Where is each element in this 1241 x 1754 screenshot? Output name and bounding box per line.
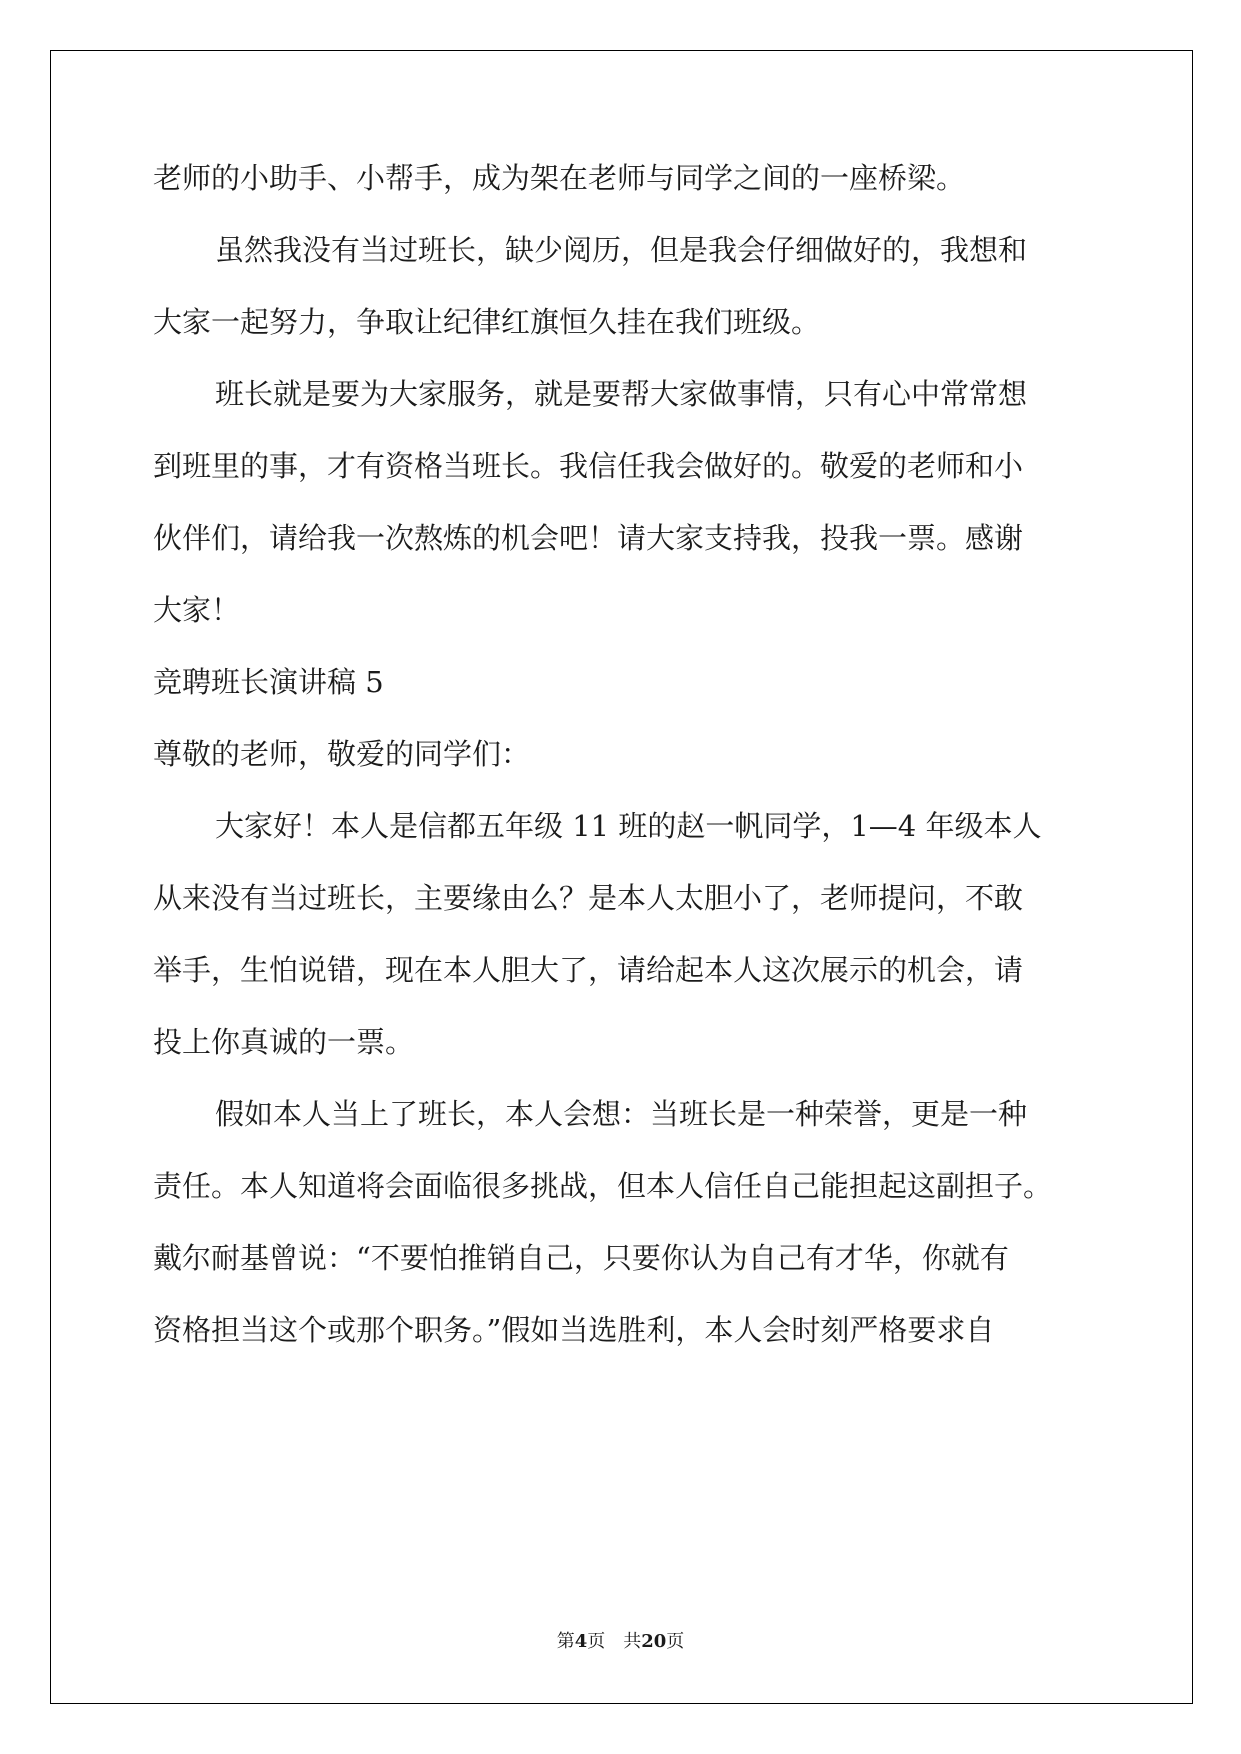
footer-prefix: 第 bbox=[556, 1631, 575, 1652]
text-line: 戴尔耐基曾说：“不要怕推销自己，只要你认为自己有才华，你就有 bbox=[153, 1241, 1009, 1275]
page-border bbox=[50, 50, 1193, 1704]
text-line: 班长就是要为大家服务，就是要帮大家做事情，只有心中常常想 bbox=[215, 377, 1028, 411]
text-line: 投上你真诚的一票。 bbox=[153, 1025, 415, 1059]
text-line: 虽然我没有当过班长，缺少阅历，但是我会仔细做好的，我想和 bbox=[215, 233, 1028, 267]
total-page-number: 20 bbox=[641, 1631, 667, 1652]
page-footer bbox=[0, 1627, 1241, 1653]
text-line: 大家！ bbox=[153, 593, 241, 627]
text-line: 假如本人当上了班长，本人会想：当班长是一种荣誉，更是一种 bbox=[215, 1097, 1028, 1131]
text-line: 伙伴们，请给我一次熬炼的机会吧！请大家支持我，投我一票。感谢 bbox=[153, 521, 1024, 555]
footer-suffix: 页 bbox=[666, 1631, 685, 1652]
text-line: 大家好！本人是信都五年级 11 班的赵一帆同学，1—4 年级本人 bbox=[215, 809, 1042, 843]
text-line: 老师的小助手、小帮手，成为架在老师与同学之间的一座桥梁。 bbox=[153, 161, 966, 195]
text-line: 到班里的事，才有资格当班长。我信任我会做好的。敬爱的老师和小 bbox=[153, 449, 1024, 483]
salutation: 尊敬的老师，敬爱的同学们： bbox=[153, 737, 531, 771]
text-line: 责任。本人知道将会面临很多挑战，但本人信任自己能担起这副担子。 bbox=[153, 1169, 1053, 1203]
section-title: 竞聘班长演讲稿 5 bbox=[153, 665, 384, 699]
text-line: 从来没有当过班长，主要缘由么？是本人太胆小了，老师提问，不敢 bbox=[153, 881, 1024, 915]
text-line: 大家一起努力，争取让纪律红旗恒久挂在我们班级。 bbox=[153, 305, 821, 339]
text-line: 举手，生怕说错，现在本人胆大了，请给起本人这次展示的机会，请 bbox=[153, 953, 1024, 987]
current-page-number: 4 bbox=[574, 1631, 588, 1652]
footer-mid: 页 共 bbox=[587, 1631, 642, 1652]
text-line: 资格担当这个或那个职务。”假如当选胜利，本人会时刻严格要求自 bbox=[153, 1313, 995, 1347]
